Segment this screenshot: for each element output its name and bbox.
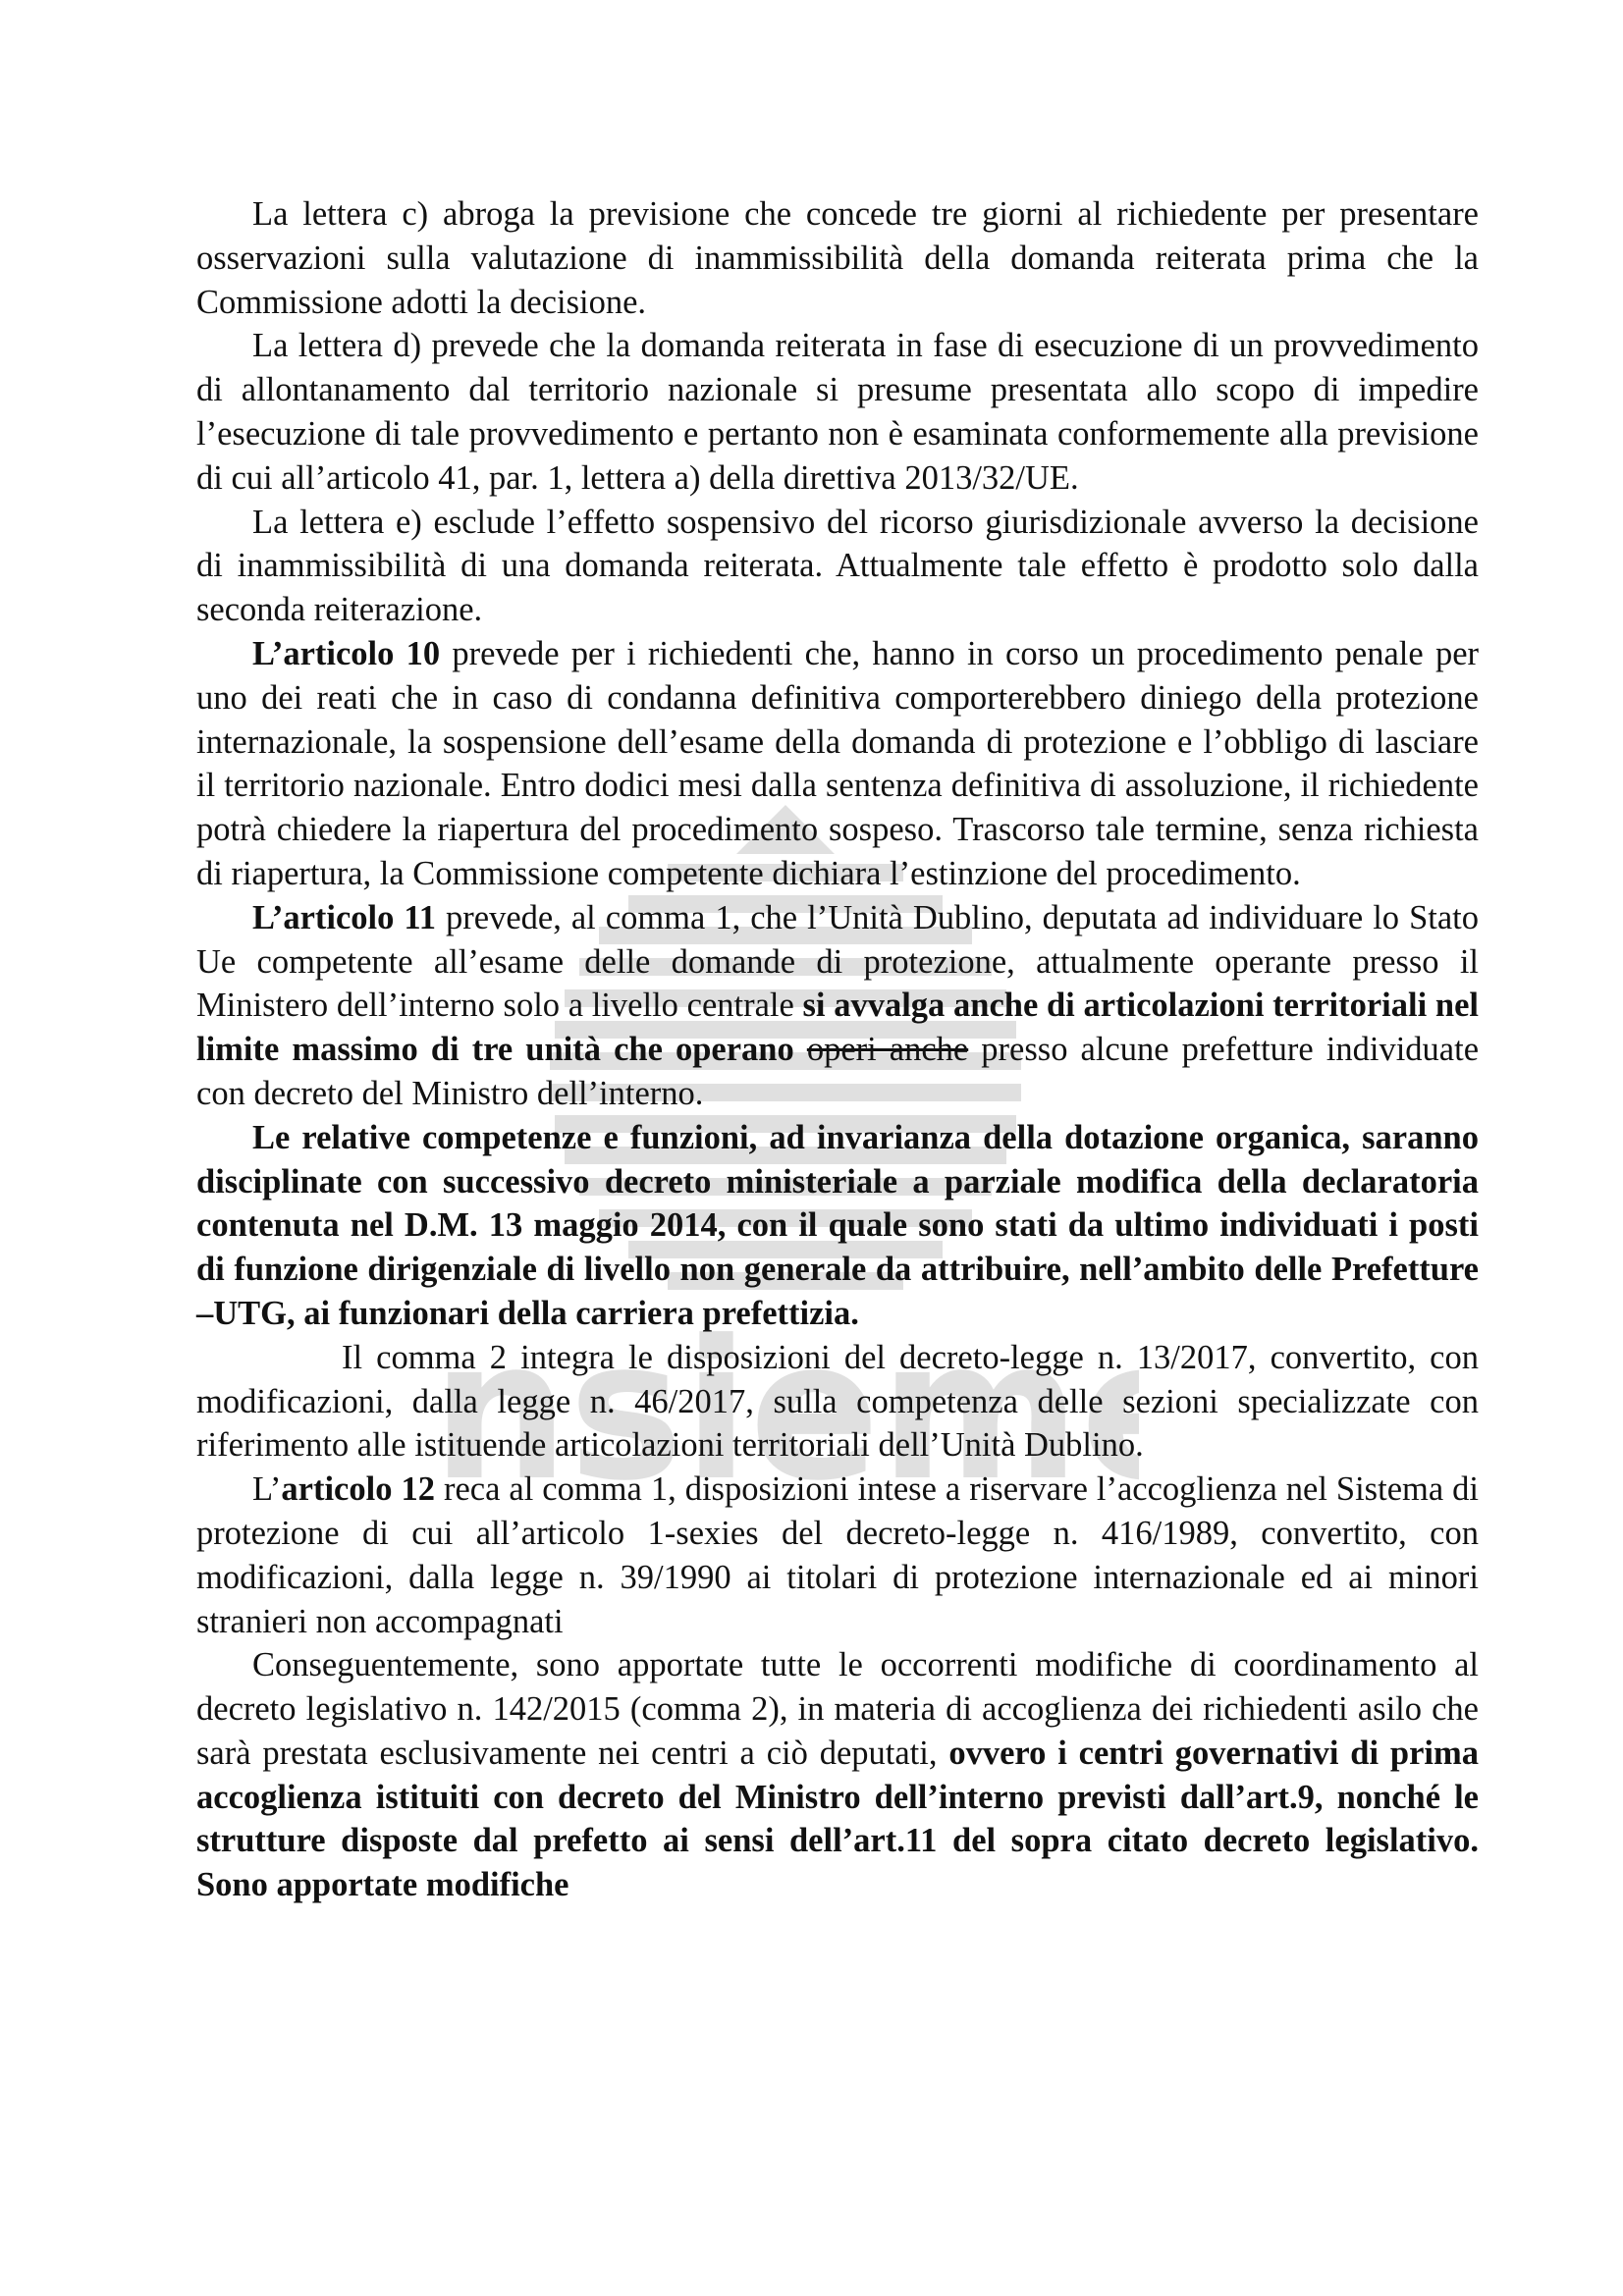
article-heading: L’articolo 10 (252, 634, 441, 672)
paragraph-competenze (196, 1116, 1479, 1336)
paragraph-text: La lettera e) esclude l’effetto sospensivo del ricorso giurisdizionale avverso la decisione di inammissibilità di una domanda reiterata. Attualmente tale effetto è prodotto solo dalla seconda reiterazione. (196, 503, 1479, 629)
paragraph-articolo-12 (196, 1468, 1479, 1643)
bold-amendment-text: Le relative competenze e funzioni, ad invarianza della dotazione organica, saranno disciplinate con successivo decreto ministeriale a parziale modifica della declaratoria contenuta nel D.M. 13 maggio 2014, con il quale sono stati da ultimo individuati i posti di funzione dirigenziale di livello non generale da attribuire, nell’ambito delle Prefetture –UTG, ai funzionari della carriera prefettizia. (196, 1118, 1479, 1332)
paragraph-text: presso alcune prefetture individuate con decreto del Ministro dell’interno. (196, 1031, 1480, 1112)
paragraph-text: L’ (252, 1470, 282, 1509)
paragraph-text: prevede per i richiedenti che, hanno in corso un procedimento penale per uno dei reati che in caso di condanna definitiva comporterebbero diniego della protezione internazionale, la sospensione dell’esame della domanda di protezione e l’obbligo di lasciare il territorio nazionale. Entro dodici mesi dalla sentenza definitiva di assoluzione, il richiedente potrà chiedere la riapertura del procedimento sospeso. Trascorso tale termine, senza richiesta di riapertura, la Commissione competente dichiara l’estinzione del procedimento. (196, 634, 1480, 892)
paragraph-lettera-d (196, 324, 1479, 500)
bold-amendment-text: ovvero i centri governativi di prima accoglienza istituiti con decreto del Ministro dell’interno previsti dall’art.9, nonché le strutture disposte dal prefetto ai sensi dell’art.11 del sopra citato decreto legislativo. Sono apportate modifiche (196, 1734, 1479, 1904)
paragraph-lettera-e (196, 501, 1479, 632)
struck-text: operi anche (806, 1031, 969, 1069)
watermark-text: nsiem (432, 1300, 1081, 1512)
paragraph-text: prevede, al comma 1, che l’Unità Dublino, deputata ad individuare lo Stato Ue competente all’esame delle domande di protezione, attualmente operante presso il Ministero dell’interno solo a livello centrale (196, 898, 1479, 1025)
paragraph-text: Il comma 2 integra le disposizioni del decreto-legge n. 13/2017, convertito, con modificazioni, dalla legge n. 46/2017, sulla competenza delle sezioni specializzate con riferimento alle istituende articolazioni territoriali dell’Unità Dublino. (196, 1338, 1479, 1465)
document-page (196, 192, 1479, 1907)
bold-amendment-text: si avvalga anche di articolazioni territoriali nel limite massimo di tre unità che operano (196, 987, 1479, 1069)
article-heading: L’articolo 11 (252, 898, 436, 936)
paragraph-articolo-10 (196, 632, 1479, 896)
paragraph-comma-2 (196, 1336, 1479, 1468)
paragraph-text: Conseguentemente, sono apportate tutte le occorrenti modifiche di coordinamento al decreto legislativo n. 142/2015 (comma 2), in materia di accoglienza dei richiedenti asilo che sarà prestata esclusivamente nei centri a ciò deputati, (196, 1646, 1479, 1772)
paragraph-conseguentemente (196, 1643, 1479, 1907)
paragraph-lettera-c (196, 192, 1479, 324)
paragraph-text: La lettera d) prevede che la domanda reiterata in fase di esecuzione di un provvedimento di allontanamento dal territorio nazionale si presume presentata allo scopo di impedire l’esecuzione di tale provvedimento e pertanto non è esaminata conformemente alla previsione di cui all’articolo 41, par. 1, lettera a) della direttiva 2013/32/UE. (196, 327, 1479, 497)
paragraph-articolo-11 (196, 896, 1479, 1116)
paragraph-text: reca al comma 1, disposizioni intese a riservare l’accoglienza nel Sistema di protezione di cui all’articolo 1-sexies del decreto-legge n. 416/1989, convertito, con modificazioni, dalla legge n. 39/1990 ai titolari di protezione internazionale ed ai minori stranieri non accompagnati (196, 1470, 1479, 1640)
article-heading: articolo 12 (281, 1470, 435, 1509)
paragraph-text: La lettera c) abroga la previsione che concede tre giorni al richiedente per presentare osservazioni sulla valutazione di inammissibilità della domanda reiterata prima che la Commissione adotti la decisione. (196, 195, 1479, 321)
